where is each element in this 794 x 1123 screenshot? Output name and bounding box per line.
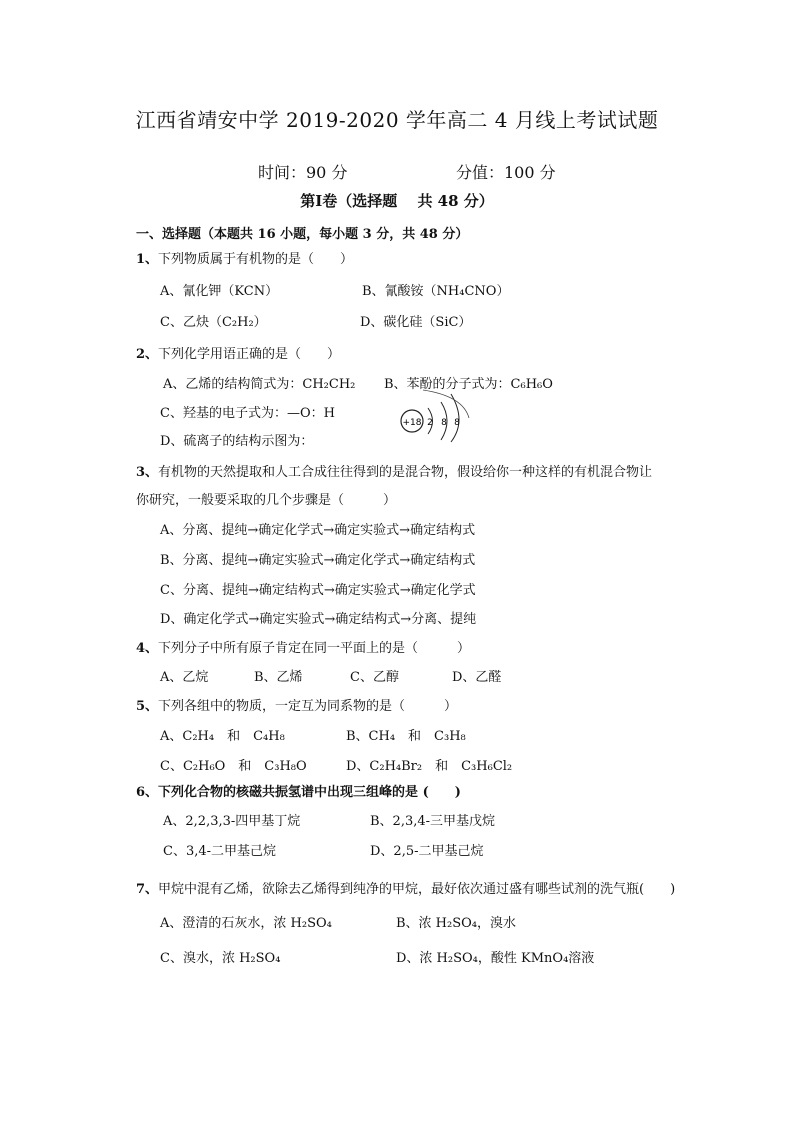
question-4: 4、下列分子中所有原子肯定在同一平面上的是（ ） — [136, 641, 471, 656]
shell-2-electrons: 8 — [441, 418, 447, 428]
part-heading: 第Ⅰ卷（选择题 共 48 分） — [300, 192, 494, 210]
q6-option-b: B、2,3,4-三甲基戊烷 — [370, 814, 496, 829]
q2-option-d: D、硫离子的结构示图为： — [160, 434, 314, 449]
q3-option-b: B、分离、提纯→确定实验式→确定化学式→确定结构式 — [160, 553, 476, 568]
q2-option-a: A、乙烯的结构简式为：CH₂CH₂ — [163, 377, 356, 392]
question-5: 5、下列各组中的物质，一定互为同系物的是（ ） — [136, 699, 458, 714]
question-7: 7、甲烷中混有乙烯，欲除去乙烯得到纯净的甲烷，最好依次通过盛有哪些试剂的洗气瓶( ) — [136, 882, 676, 897]
q2-option-b: B、苯酚的分子式为：C₆H₆O — [384, 377, 553, 392]
q2-option-c: C、羟基的电子式为：—O：H — [160, 406, 335, 421]
q4-option-b: B、乙烯 — [254, 670, 303, 685]
q4-option-a: A、乙烷 — [160, 670, 209, 685]
question-3: 3、有机物的天然提取和人工合成往往得到的是混合物，假设给你一种这样的有机混合物让 — [136, 465, 653, 480]
q6-option-c: C、3,4-二甲基己烷 — [163, 844, 277, 859]
q5-option-d: D、C₂H₄Br₂ 和 C₃H₆Cl₂ — [346, 759, 513, 774]
q6-option-d: D、2,5-二甲基己烷 — [370, 844, 484, 859]
section-heading: 一、选择题（本题共 16 小题，每小题 3 分，共 48 分） — [136, 227, 469, 242]
q6-option-a: A、2,2,3,3-四甲基丁烷 — [163, 814, 301, 829]
q4-option-d: D、乙醛 — [452, 670, 502, 685]
q1-option-d: D、碳化硅（SiC） — [360, 315, 472, 330]
q3-option-a: A、分离、提纯→确定化学式→确定实验式→确定结构式 — [160, 523, 476, 538]
q1-option-c: C、乙炔（C₂H₂） — [160, 315, 267, 330]
time-label: 时间：90 分 — [258, 163, 348, 182]
nucleus-charge: +18 — [402, 418, 422, 428]
q4-option-c: C、乙醇 — [350, 670, 399, 685]
shell-1-electrons: 2 — [427, 418, 433, 428]
question-2: 2、下列化学用语正确的是（ ） — [136, 347, 341, 362]
question-1: 1、下列物质属于有机物的是（ ） — [136, 252, 354, 267]
q5-option-c: C、C₂H₆O 和 C₃H₈O — [160, 759, 307, 774]
q5-option-b: B、CH₄ 和 C₃H₈ — [346, 729, 466, 744]
shell-3-electrons: 8 — [454, 418, 460, 428]
sulfide-ion-structure-diagram — [393, 388, 473, 444]
q7-option-d: D、浓 H₂SO₄，酸性 KMnO₄溶液 — [396, 951, 595, 966]
q3-option-c: C、分离、提纯→确定结构式→确定实验式→确定化学式 — [160, 583, 476, 598]
q1-option-a: A、氰化钾（KCN） — [160, 284, 279, 299]
q7-option-c: C、溴水，浓 H₂SO₄ — [160, 951, 281, 966]
exam-title: 江西省靖安中学 2019-2020 学年高二 4 月线上考试试题 — [135, 108, 659, 132]
q1-option-b: B、氰酸铵（NH₄CNO） — [362, 284, 510, 299]
q7-option-b: B、浓 H₂SO₄，溴水 — [396, 916, 517, 931]
q7-option-a: A、澄清的石灰水，浓 H₂SO₄ — [160, 916, 332, 931]
q3-option-d: D、确定化学式→确定实验式→确定结构式→分离、提纯 — [160, 612, 477, 627]
score-label: 分值：100 分 — [456, 163, 556, 182]
q5-option-a: A、C₂H₄ 和 C₄H₈ — [160, 729, 285, 744]
question-6: 6、下列化合物的核磁共振氢谱中出现三组峰的是 ( ) — [136, 785, 461, 800]
question-3-continued: 你研究，一般要采取的几个步骤是（ ） — [136, 493, 397, 508]
